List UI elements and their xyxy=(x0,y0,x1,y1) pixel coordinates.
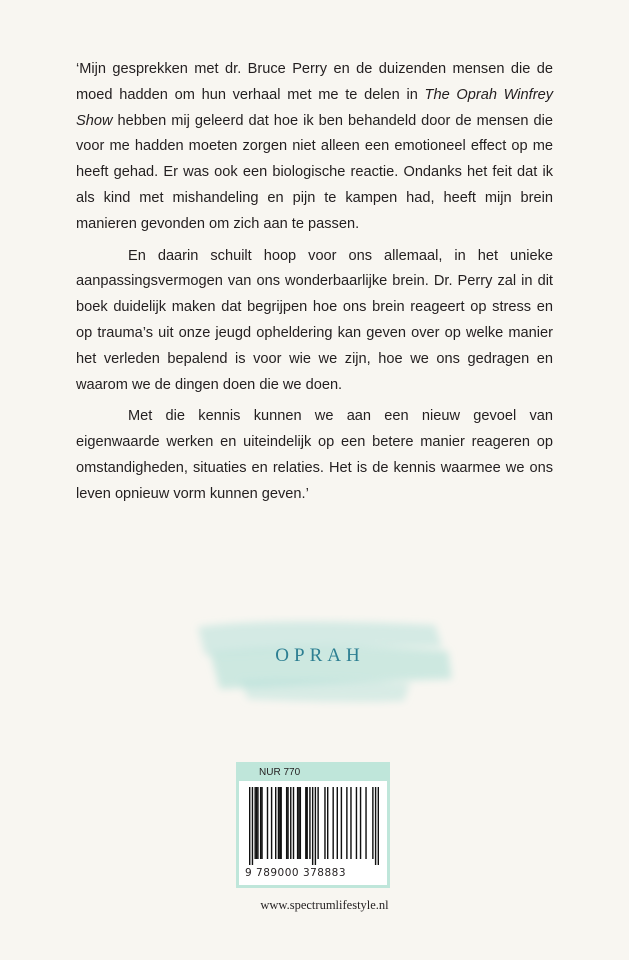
barcode-bar xyxy=(249,787,250,865)
barcode-bar xyxy=(275,787,276,859)
barcode-bar xyxy=(346,787,347,859)
signature-block xyxy=(180,615,460,710)
barcode-bar xyxy=(350,787,351,859)
barcode-bar xyxy=(324,787,325,859)
barcode-bar xyxy=(327,787,328,859)
barcode-bar xyxy=(298,787,299,859)
show-title: The Oprah Winfrey Show xyxy=(76,86,553,129)
barcode-bar xyxy=(287,787,288,859)
barcode-bar xyxy=(312,787,313,865)
barcode-bar xyxy=(286,787,287,859)
barcode-box xyxy=(236,762,390,888)
barcode-bar xyxy=(372,787,373,859)
barcode-bar xyxy=(360,787,361,859)
barcode-bar xyxy=(280,787,281,859)
barcode-bar xyxy=(257,787,258,859)
barcode-bar xyxy=(297,787,298,859)
barcode-bar xyxy=(271,787,272,859)
barcode-bar xyxy=(290,787,291,859)
barcode-bar xyxy=(306,787,307,859)
barcode-bar xyxy=(356,787,357,859)
barcode-bar xyxy=(309,787,310,859)
barcode-bar xyxy=(305,787,306,859)
barcode-bar xyxy=(317,787,318,859)
barcode-bar xyxy=(337,787,338,859)
barcode-bar xyxy=(375,787,376,865)
barcode-bar xyxy=(260,787,261,859)
barcode-bar xyxy=(378,787,379,865)
quote-paragraph-2: En daarin schuilt hoop voor ons allemaal, in het unieke aanpassingsvermogen van ons wonderbaarlijke brein. Dr. Perry zal in dit boek duidelijk maken dat begrijpen hoe ons brein reageert op stress en op trauma’s uit onze jeugd opheldering kan geven over op welke manier het verleden bepalend is voor wie we zijn, hoe we ons gedragen en waarom we de dingen doen die we doen. xyxy=(76,247,553,393)
barcode-icon xyxy=(249,787,379,865)
barcode-bar xyxy=(254,787,255,859)
quote-paragraph-3: Met die kennis kunnen we aan een nieuw gevoel van eigenwaarde werken en uiteindelijk op een betere manier reageren op omstandigheden, situaties en relaties. Het is de kennis waarmee we ons leven opnieuw vorm kunnen geven.’ xyxy=(76,408,553,502)
barcode-bar xyxy=(293,787,294,859)
barcode-bar xyxy=(341,787,342,859)
barcode-bar xyxy=(252,787,253,865)
nur-code: NUR 770 xyxy=(239,765,387,781)
barcode-bar xyxy=(365,787,366,859)
barcode-bar xyxy=(300,787,301,859)
barcode-bar xyxy=(267,787,268,859)
oprah-signature: OPRAH xyxy=(275,645,365,666)
barcode-bar xyxy=(256,787,257,859)
back-cover-quote xyxy=(76,57,553,514)
barcode-bar xyxy=(279,787,280,859)
quote-text: ‘Mijn gesprekken met dr. Bruce Perry en de duizenden mensen die de moed hadden om hun verhaal met me te delen in xyxy=(76,61,553,103)
barcode-bar xyxy=(278,787,279,859)
barcode-bar xyxy=(332,787,333,859)
quote-paragraph-1 xyxy=(76,57,553,238)
barcode-bar xyxy=(315,787,316,865)
publisher-website: www.spectrumlifestyle.nl xyxy=(260,898,389,912)
isbn-number: 9 789000 378883 xyxy=(245,867,347,879)
barcode-bar xyxy=(261,787,262,859)
quote-text: hebben mij geleerd dat hoe ik ben behandeld door de mensen die voor me hadden moeten zorgen niet alleen een emotioneel effect op me heeft gehad. Er was ook een biologische reactie. Ondanks het feit dat ik als kind met mishandeling en pijn te kampen had, heeft mijn brein manieren gevonden om zich aan te passen. xyxy=(76,112,553,232)
